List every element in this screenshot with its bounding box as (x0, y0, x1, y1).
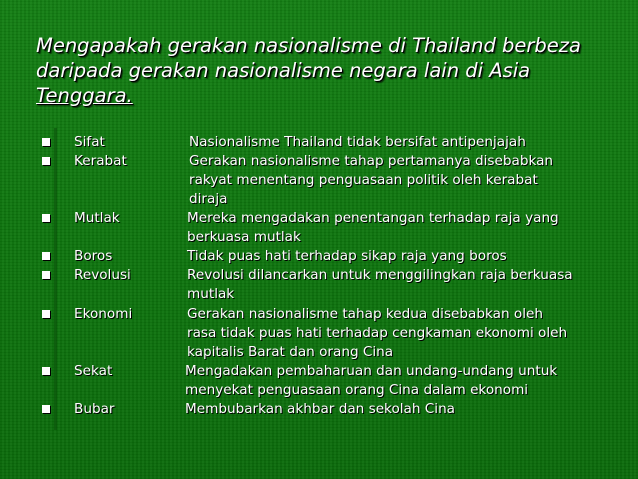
item-term: Kerabat (74, 153, 127, 169)
definition-line: kapitalis Barat dan orang Cina (187, 344, 394, 360)
item-definition (185, 362, 557, 400)
square-bullet-icon (42, 405, 50, 413)
definition-line: diraja (189, 191, 228, 207)
definition-line: rasa tidak puas hati terhadap cengkaman ekonomi oleh (187, 325, 568, 341)
title-line-2: daripada gerakan nasionalisme negara lain di Asia (36, 59, 531, 82)
square-bullet-icon (42, 252, 50, 260)
definition-line: menyekat penguasaan orang Cina dalam ekonomi (185, 382, 529, 398)
item-term: Sifat (74, 134, 105, 150)
square-bullet-icon (42, 271, 50, 279)
definition-line: rakyat menentang penguasaan politik oleh kerabat (189, 172, 538, 188)
definition-line: Nasionalisme Thailand tidak bersifat antipenjajah (189, 134, 526, 150)
vertical-divider (54, 128, 57, 430)
item-definition (189, 152, 553, 209)
definition-line: Membubarkan akhbar dan sekolah Cina (185, 401, 456, 417)
square-bullet-icon (42, 138, 50, 146)
item-definition (189, 133, 526, 152)
item-definition (187, 266, 573, 304)
item-term: Ekonomi (74, 306, 133, 322)
definition-line: Gerakan nasionalisme tahap kedua disebabkan oleh (187, 306, 543, 322)
item-definition (187, 247, 507, 266)
item-definition (187, 209, 559, 247)
item-definition (187, 305, 567, 362)
square-bullet-icon (42, 367, 50, 375)
title-line-1: Mengapakah gerakan nasionalisme di Thailand berbeza (36, 34, 581, 57)
item-definition (185, 400, 455, 419)
item-term: Sekat (74, 363, 113, 379)
definition-line: mutlak (187, 286, 235, 302)
definition-line: Revolusi dilancarkan untuk menggilingkan raja berkuasa (187, 267, 573, 283)
definition-line: Tidak puas hati terhadap sikap raja yang boros (187, 248, 507, 264)
item-term: Bubar (74, 401, 115, 417)
definition-line: Mengadakan pembaharuan dan undang-undang untuk (185, 363, 558, 379)
title-line-3: Tenggara. (36, 84, 133, 107)
item-term: Boros (74, 248, 113, 264)
item-term: Mutlak (74, 210, 120, 226)
square-bullet-icon (42, 310, 50, 318)
definition-line: Gerakan nasionalisme tahap pertamanya disebabkan (189, 153, 554, 169)
square-bullet-icon (42, 214, 50, 222)
item-term: Revolusi (74, 267, 131, 283)
definition-line: berkuasa mutlak (187, 229, 301, 245)
definition-line: Mereka mengadakan penentangan terhadap raja yang (187, 210, 559, 226)
square-bullet-icon (42, 157, 50, 165)
